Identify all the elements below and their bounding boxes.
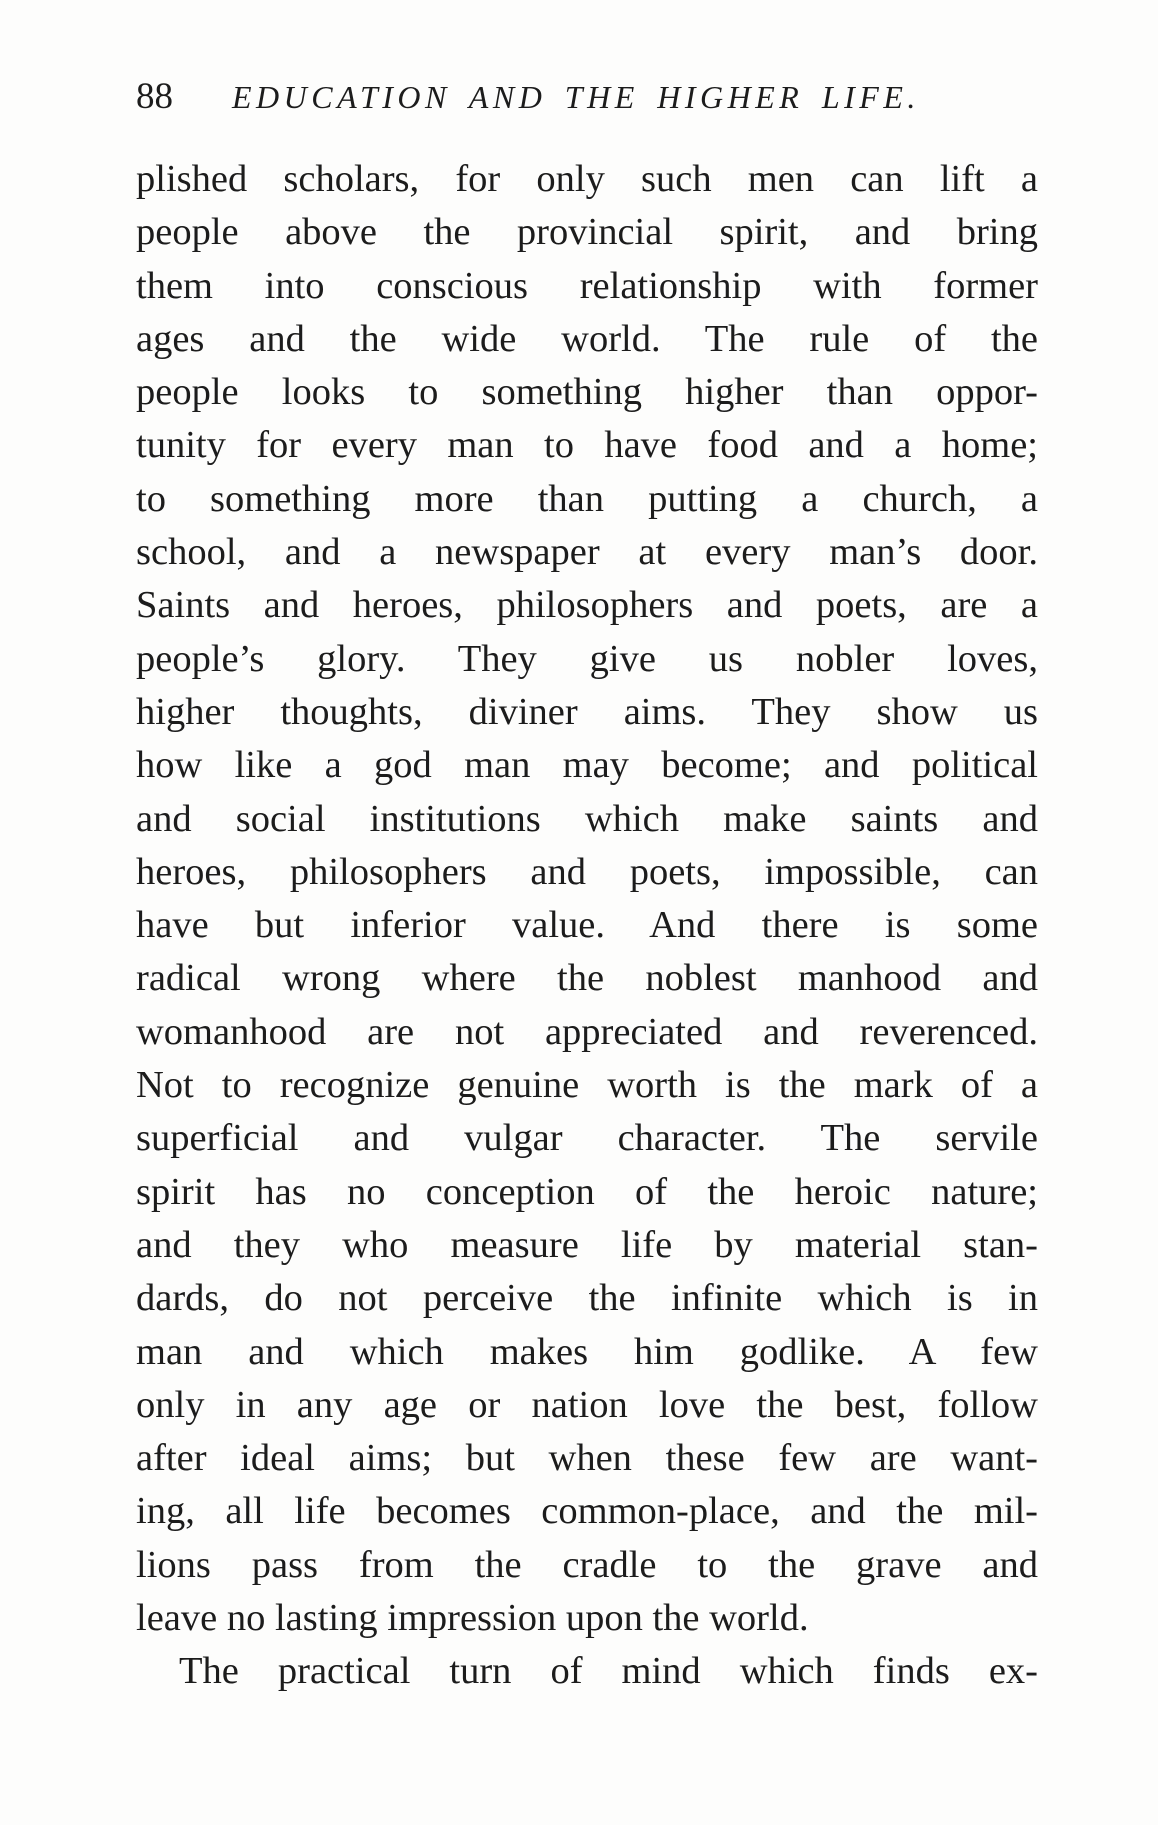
page-header [136, 72, 1036, 122]
text-line: superficial and vulgar character. The servile [136, 1117, 1038, 1160]
text-line: and social institutions which make saints and [136, 797, 1038, 840]
text-line: after ideal aims; but when these few are want- [136, 1437, 1038, 1480]
text-line: people’s glory. They give us nobler loves, [136, 637, 1038, 680]
text-line: Saints and heroes, philosophers and poets, are a [136, 584, 1038, 627]
text-line: radical wrong where the noblest manhood and [136, 957, 1038, 1000]
text-line: lions pass from the cradle to the grave and [136, 1543, 1038, 1586]
text-line: how like a god man may become; and political [136, 744, 1038, 787]
paragraph-start-line: The practical turn of mind which finds ex- [179, 1650, 1038, 1693]
text-line: tunity for every man to have food and a home; [136, 424, 1038, 467]
paragraph-end-line: leave no lasting impression upon the world. [136, 1597, 809, 1640]
text-line: them into conscious relationship with former [136, 264, 1038, 307]
text-line: have but inferior value. And there is some [136, 904, 1038, 947]
text-line: heroes, philosophers and poets, impossible, can [136, 850, 1038, 893]
text-line: to something more than putting a church, a [136, 477, 1038, 520]
text-line: dards, do not perceive the infinite which is in [136, 1277, 1038, 1320]
text-line: and they who measure life by material stan- [136, 1223, 1038, 1266]
text-line: higher thoughts, diviner aims. They show us [136, 690, 1038, 733]
running-title: EDUCATION AND THE HIGHER LIFE. [232, 79, 920, 115]
text-line: ing, all life becomes common-place, and the mil- [136, 1490, 1038, 1533]
text-line: ages and the wide world. The rule of the [136, 317, 1038, 360]
text-line: spirit has no conception of the heroic nature; [136, 1170, 1038, 1213]
text-line: school, and a newspaper at every man’s door. [136, 531, 1038, 574]
text-line: people looks to something higher than oppor- [136, 371, 1038, 414]
body-text [136, 153, 1038, 1699]
text-line: man and which makes him godlike. A few [136, 1330, 1038, 1373]
text-line: Not to recognize genuine worth is the mark of a [136, 1064, 1038, 1107]
text-line: plished scholars, for only such men can lift a [136, 158, 1038, 200]
text-line: only in any age or nation love the best, follow [136, 1383, 1038, 1426]
text-line: womanhood are not appreciated and reverenced. [136, 1010, 1038, 1053]
page-number: 88 [136, 76, 173, 117]
text-line: people above the provincial spirit, and bring [136, 211, 1038, 254]
